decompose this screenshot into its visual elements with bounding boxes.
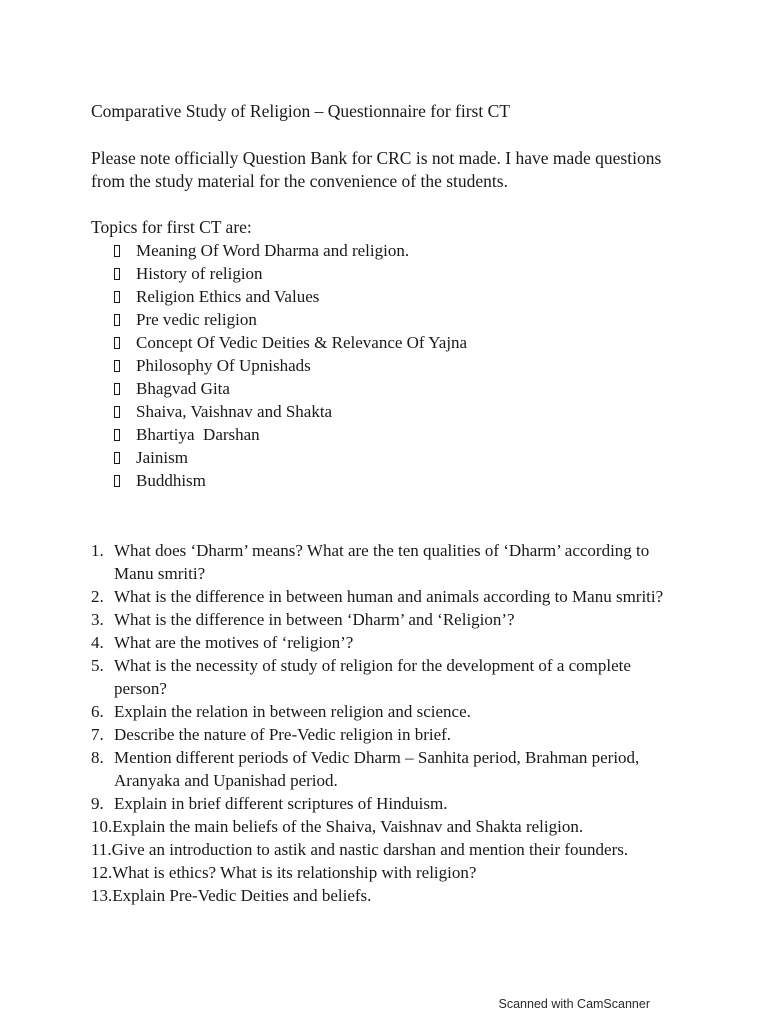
topic-item bbox=[113, 285, 467, 308]
question-number: 3. bbox=[91, 610, 104, 629]
topic-item bbox=[113, 354, 467, 377]
question-number: 11. bbox=[91, 840, 112, 859]
topic-item bbox=[113, 239, 467, 262]
note-line: Please note officially Question Bank for CRC is not made. I have made questions bbox=[91, 148, 662, 168]
question-item bbox=[91, 746, 711, 792]
question-text: Explain Pre-Vedic Deities and beliefs. bbox=[112, 886, 372, 905]
topic-label: Philosophy Of Upnishads bbox=[136, 356, 311, 375]
question-number: 5. bbox=[91, 656, 104, 675]
question-number: 10. bbox=[91, 817, 113, 836]
question-text: What are the motives of ‘religion’? bbox=[114, 633, 354, 652]
question-item bbox=[91, 815, 711, 838]
topic-item bbox=[113, 469, 467, 492]
topic-label: Shaiva, Vaishnav and Shakta bbox=[136, 402, 333, 421]
topic-label: Buddhism bbox=[136, 471, 206, 490]
topic-item bbox=[113, 262, 467, 285]
questions-list bbox=[91, 539, 711, 907]
question-item bbox=[91, 700, 711, 723]
topic-item bbox=[113, 423, 467, 446]
question-number: 13. bbox=[91, 886, 113, 905]
topic-item bbox=[113, 331, 467, 354]
question-number: 9. bbox=[91, 794, 104, 813]
question-number: 8. bbox=[91, 748, 104, 767]
question-text: What is the difference in between human and animals according to Manu smriti? bbox=[114, 587, 664, 606]
question-number: 7. bbox=[91, 725, 104, 744]
topic-label: Bhartiya Darshan bbox=[136, 425, 260, 444]
topic-item bbox=[113, 308, 467, 331]
note-paragraph bbox=[91, 147, 711, 193]
empty-box-icon bbox=[114, 475, 120, 487]
question-text: What is ethics? What is its relationship with religion? bbox=[112, 863, 477, 882]
empty-box-icon bbox=[114, 452, 120, 464]
question-text: Give an introduction to astik and nastic darshan and mention their founders. bbox=[111, 840, 629, 859]
topics-list bbox=[113, 239, 467, 492]
question-number: 2. bbox=[91, 587, 104, 606]
question-item bbox=[91, 539, 711, 585]
question-item bbox=[91, 723, 711, 746]
question-text: Explain the main beliefs of the Shaiva, Vaishnav and Shakta religion. bbox=[112, 817, 584, 836]
question-text: Explain in brief different scriptures of Hinduism. bbox=[114, 794, 448, 813]
topic-label: Pre vedic religion bbox=[136, 310, 257, 329]
topic-label: Concept Of Vedic Deities & Relevance Of Yajna bbox=[136, 333, 468, 352]
empty-box-icon bbox=[114, 337, 120, 349]
empty-box-icon bbox=[114, 360, 120, 372]
question-text-continued: Manu smriti? bbox=[114, 564, 206, 583]
topic-label: History of religion bbox=[136, 264, 263, 283]
scanner-watermark: Scanned with CamScanner bbox=[498, 997, 650, 1011]
topic-item bbox=[113, 446, 467, 469]
question-text-continued: person? bbox=[114, 679, 167, 698]
topic-item bbox=[113, 400, 467, 423]
topics-heading: Topics for first CT are: bbox=[91, 217, 252, 237]
question-text: Describe the nature of Pre-Vedic religion in brief. bbox=[114, 725, 452, 744]
question-text: What is the necessity of study of religion for the development of a complete bbox=[114, 656, 631, 675]
empty-box-icon bbox=[114, 429, 120, 441]
topic-label: Religion Ethics and Values bbox=[136, 287, 320, 306]
question-text: Mention different periods of Vedic Dharm – Sanhita period, Brahman period, bbox=[114, 748, 640, 767]
note-line: from the study material for the convenience of the students. bbox=[91, 171, 508, 191]
empty-box-icon bbox=[114, 291, 120, 303]
question-item bbox=[91, 861, 711, 884]
question-number: 12. bbox=[91, 863, 113, 882]
empty-box-icon bbox=[114, 383, 120, 395]
question-item bbox=[91, 654, 711, 700]
topic-label: Jainism bbox=[136, 448, 188, 467]
question-number: 1. bbox=[91, 541, 104, 560]
topic-item bbox=[113, 377, 467, 400]
question-text: What is the difference in between ‘Dharm’ and ‘Religion’? bbox=[114, 610, 515, 629]
question-text: What does ‘Dharm’ means? What are the ten qualities of ‘Dharm’ according to bbox=[114, 541, 650, 560]
question-number: 4. bbox=[91, 633, 104, 652]
topic-label: Meaning Of Word Dharma and religion. bbox=[136, 241, 410, 260]
question-text: Explain the relation in between religion and science. bbox=[114, 702, 471, 721]
empty-box-icon bbox=[114, 314, 120, 326]
topic-label: Bhagvad Gita bbox=[136, 379, 230, 398]
question-text-continued: Aranyaka and Upanishad period. bbox=[114, 771, 338, 790]
empty-box-icon bbox=[114, 406, 120, 418]
question-number: 6. bbox=[91, 702, 104, 721]
question-item bbox=[91, 631, 711, 654]
question-item bbox=[91, 884, 711, 907]
empty-box-icon bbox=[114, 268, 120, 280]
question-item bbox=[91, 608, 711, 631]
question-item bbox=[91, 838, 711, 861]
document-title: Comparative Study of Religion – Questionnaire for first CT bbox=[91, 101, 510, 121]
question-item bbox=[91, 792, 711, 815]
question-item bbox=[91, 585, 711, 608]
empty-box-icon bbox=[114, 245, 120, 257]
